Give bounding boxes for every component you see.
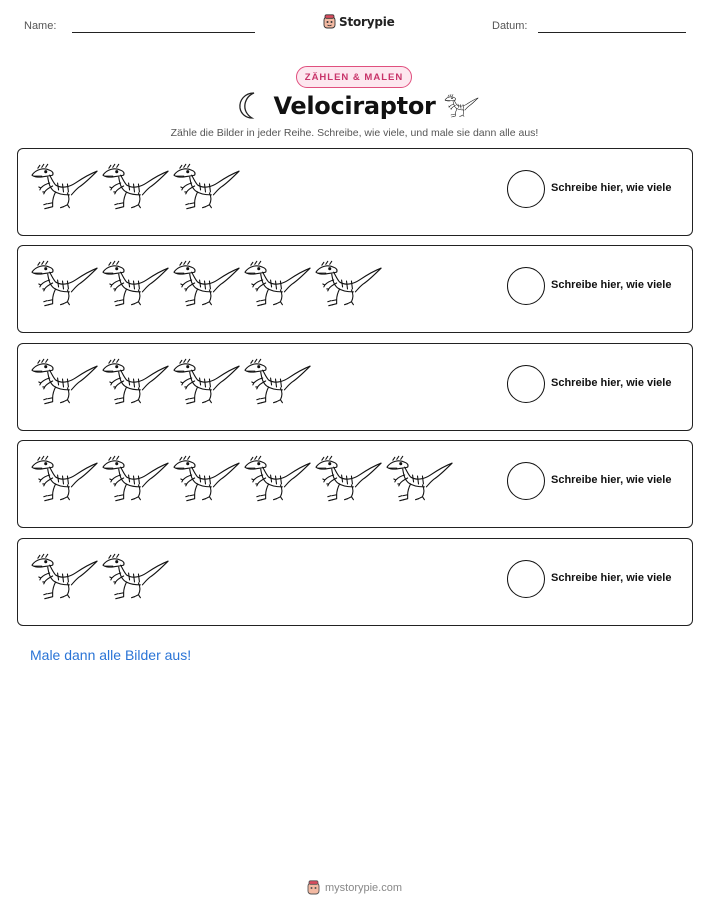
velociraptor-icon[interactable] (170, 449, 241, 505)
count-row-1 (17, 148, 693, 236)
answer-circle[interactable] (507, 170, 545, 208)
velociraptor-icon[interactable] (312, 449, 383, 505)
page-title: Velociraptor (273, 92, 436, 120)
velociraptor-icon[interactable] (99, 547, 170, 603)
dino-group (28, 352, 312, 408)
velociraptor-icon[interactable] (170, 254, 241, 310)
count-row-5 (17, 538, 693, 626)
velociraptor-icon[interactable] (170, 157, 241, 213)
velociraptor-icon[interactable] (28, 449, 99, 505)
brand-name: Storypie (339, 14, 395, 29)
instruction-text: Zähle die Bilder in jeder Reihe. Schreibe, wie viele, und male sie dann alle aus! (170, 127, 539, 139)
activity-badge: ZÄHLEN & MALEN (296, 66, 412, 88)
site-footer (307, 880, 402, 895)
answer-circle[interactable] (507, 560, 545, 598)
name-label: Name: (24, 20, 57, 32)
answer-label: Schreibe hier, wie viele (551, 474, 672, 486)
dino-group (28, 157, 241, 213)
storypie-logo-icon (323, 14, 336, 29)
brand (323, 14, 395, 29)
velociraptor-icon[interactable] (99, 157, 170, 213)
velociraptor-icon[interactable] (383, 449, 454, 505)
answer-label: Schreibe hier, wie viele (551, 279, 672, 291)
count-row-4 (17, 440, 693, 528)
velociraptor-icon[interactable] (241, 449, 312, 505)
date-line[interactable] (538, 32, 686, 33)
storypie-logo-icon (307, 880, 320, 895)
date-label: Datum: (492, 20, 528, 32)
count-row-3 (17, 343, 693, 431)
velociraptor-icon[interactable] (28, 547, 99, 603)
answer-label: Schreibe hier, wie viele (551, 182, 672, 194)
answer-circle[interactable] (507, 267, 545, 305)
velociraptor-icon[interactable] (28, 352, 99, 408)
count-row-2 (17, 245, 693, 333)
velociraptor-icon[interactable] (28, 157, 99, 213)
velociraptor-icon (443, 90, 479, 120)
footer-note: Male dann alle Bilder aus! (30, 647, 192, 663)
velociraptor-icon[interactable] (28, 254, 99, 310)
name-line[interactable] (72, 32, 255, 33)
dino-group (28, 449, 454, 505)
velociraptor-icon[interactable] (99, 449, 170, 505)
velociraptor-icon[interactable] (241, 254, 312, 310)
dino-group (28, 254, 383, 310)
velociraptor-icon[interactable] (241, 352, 312, 408)
answer-circle[interactable] (507, 462, 545, 500)
answer-circle[interactable] (507, 365, 545, 403)
answer-label: Schreibe hier, wie viele (551, 377, 672, 389)
velociraptor-icon[interactable] (170, 352, 241, 408)
velociraptor-icon[interactable] (99, 254, 170, 310)
site-url: mystorypie.com (325, 881, 403, 894)
velociraptor-icon[interactable] (99, 352, 170, 408)
velociraptor-icon[interactable] (312, 254, 383, 310)
answer-label: Schreibe hier, wie viele (551, 572, 672, 584)
dino-group (28, 547, 170, 603)
